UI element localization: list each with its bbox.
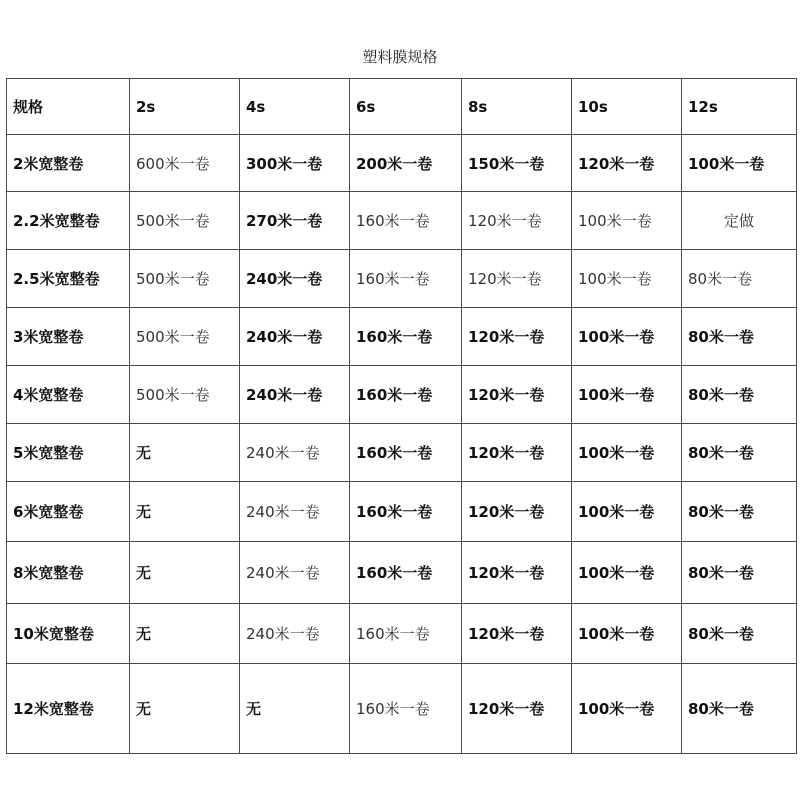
table-cell: 100米一卷 bbox=[572, 604, 682, 664]
table-cell: 120米一卷 bbox=[462, 308, 572, 366]
table-cell: 160米一卷 bbox=[350, 250, 462, 308]
table-cell: 160米一卷 bbox=[350, 192, 462, 250]
spec-table bbox=[6, 78, 797, 754]
table-cell: 120米一卷 bbox=[462, 482, 572, 542]
table-cell: 120米一卷 bbox=[462, 192, 572, 250]
table-cell: 500米一卷 bbox=[130, 308, 240, 366]
table-cell: 无 bbox=[130, 604, 240, 664]
row-label: 8米宽整卷 bbox=[7, 542, 130, 604]
table-cell: 120米一卷 bbox=[462, 366, 572, 424]
table-cell: 80米一卷 bbox=[682, 542, 797, 604]
table-cell: 240米一卷 bbox=[240, 482, 350, 542]
table-cell: 120米一卷 bbox=[462, 604, 572, 664]
table-cell: 120米一卷 bbox=[462, 664, 572, 754]
header-cell-10s: 10s bbox=[572, 79, 682, 135]
table-cell: 120米一卷 bbox=[462, 424, 572, 482]
document-title: 塑料膜规格 bbox=[362, 48, 438, 66]
table-cell: 100米一卷 bbox=[572, 664, 682, 754]
table-cell: 120米一卷 bbox=[462, 250, 572, 308]
table-cell: 160米一卷 bbox=[350, 664, 462, 754]
table-cell: 160米一卷 bbox=[350, 366, 462, 424]
table-cell: 100米一卷 bbox=[572, 366, 682, 424]
table-cell: 80米一卷 bbox=[682, 604, 797, 664]
table-cell: 80米一卷 bbox=[682, 366, 797, 424]
table-cell: 500米一卷 bbox=[130, 250, 240, 308]
table-cell: 100米一卷 bbox=[572, 424, 682, 482]
table-cell: 160米一卷 bbox=[350, 542, 462, 604]
table-cell: 无 bbox=[130, 424, 240, 482]
row-label: 2.2米宽整卷 bbox=[7, 192, 130, 250]
table-cell: 120米一卷 bbox=[462, 542, 572, 604]
table-row bbox=[7, 604, 797, 664]
header-cell-4s: 4s bbox=[240, 79, 350, 135]
table-cell: 240米一卷 bbox=[240, 308, 350, 366]
row-label: 3米宽整卷 bbox=[7, 308, 130, 366]
table-cell: 100米一卷 bbox=[572, 482, 682, 542]
table-row bbox=[7, 308, 797, 366]
table-cell: 600米一卷 bbox=[130, 135, 240, 192]
table-cell: 150米一卷 bbox=[462, 135, 572, 192]
table-cell: 80米一卷 bbox=[682, 664, 797, 754]
header-cell-2s: 2s bbox=[130, 79, 240, 135]
row-label: 6米宽整卷 bbox=[7, 482, 130, 542]
table-row bbox=[7, 250, 797, 308]
table-cell: 160米一卷 bbox=[350, 308, 462, 366]
row-label: 5米宽整卷 bbox=[7, 424, 130, 482]
table-cell: 240米一卷 bbox=[240, 604, 350, 664]
table-cell: 160米一卷 bbox=[350, 424, 462, 482]
table-header-row bbox=[7, 79, 797, 135]
header-cell-spec: 规格 bbox=[7, 79, 130, 135]
table-cell: 100米一卷 bbox=[572, 308, 682, 366]
table-cell: 80米一卷 bbox=[682, 482, 797, 542]
table-cell: 270米一卷 bbox=[240, 192, 350, 250]
table-row bbox=[7, 135, 797, 192]
header-cell-12s: 12s bbox=[682, 79, 797, 135]
table-cell: 200米一卷 bbox=[350, 135, 462, 192]
table-cell: 160米一卷 bbox=[350, 482, 462, 542]
table-cell: 240米一卷 bbox=[240, 542, 350, 604]
table-cell: 100米一卷 bbox=[682, 135, 797, 192]
table-cell: 240米一卷 bbox=[240, 424, 350, 482]
table-cell: 定做 bbox=[682, 192, 797, 250]
table-cell: 80米一卷 bbox=[682, 424, 797, 482]
table-cell: 80米一卷 bbox=[682, 308, 797, 366]
table-row bbox=[7, 192, 797, 250]
table-cell: 120米一卷 bbox=[572, 135, 682, 192]
table-cell: 100米一卷 bbox=[572, 542, 682, 604]
table-row bbox=[7, 482, 797, 542]
table-cell: 300米一卷 bbox=[240, 135, 350, 192]
table-cell: 无 bbox=[130, 482, 240, 542]
table-cell: 无 bbox=[240, 664, 350, 754]
table-cell: 240米一卷 bbox=[240, 366, 350, 424]
table-cell: 80米一卷 bbox=[682, 250, 797, 308]
header-cell-6s: 6s bbox=[350, 79, 462, 135]
table-cell: 无 bbox=[130, 542, 240, 604]
table-cell: 100米一卷 bbox=[572, 192, 682, 250]
header-cell-8s: 8s bbox=[462, 79, 572, 135]
table-cell: 160米一卷 bbox=[350, 604, 462, 664]
table-row bbox=[7, 542, 797, 604]
table-cell: 240米一卷 bbox=[240, 250, 350, 308]
table-cell: 100米一卷 bbox=[572, 250, 682, 308]
table-cell: 无 bbox=[130, 664, 240, 754]
table-row bbox=[7, 664, 797, 754]
table-cell: 500米一卷 bbox=[130, 366, 240, 424]
row-label: 4米宽整卷 bbox=[7, 366, 130, 424]
table-row bbox=[7, 424, 797, 482]
row-label: 2米宽整卷 bbox=[7, 135, 130, 192]
row-label: 2.5米宽整卷 bbox=[7, 250, 130, 308]
table-row bbox=[7, 366, 797, 424]
table-cell: 500米一卷 bbox=[130, 192, 240, 250]
row-label: 12米宽整卷 bbox=[7, 664, 130, 754]
row-label: 10米宽整卷 bbox=[7, 604, 130, 664]
